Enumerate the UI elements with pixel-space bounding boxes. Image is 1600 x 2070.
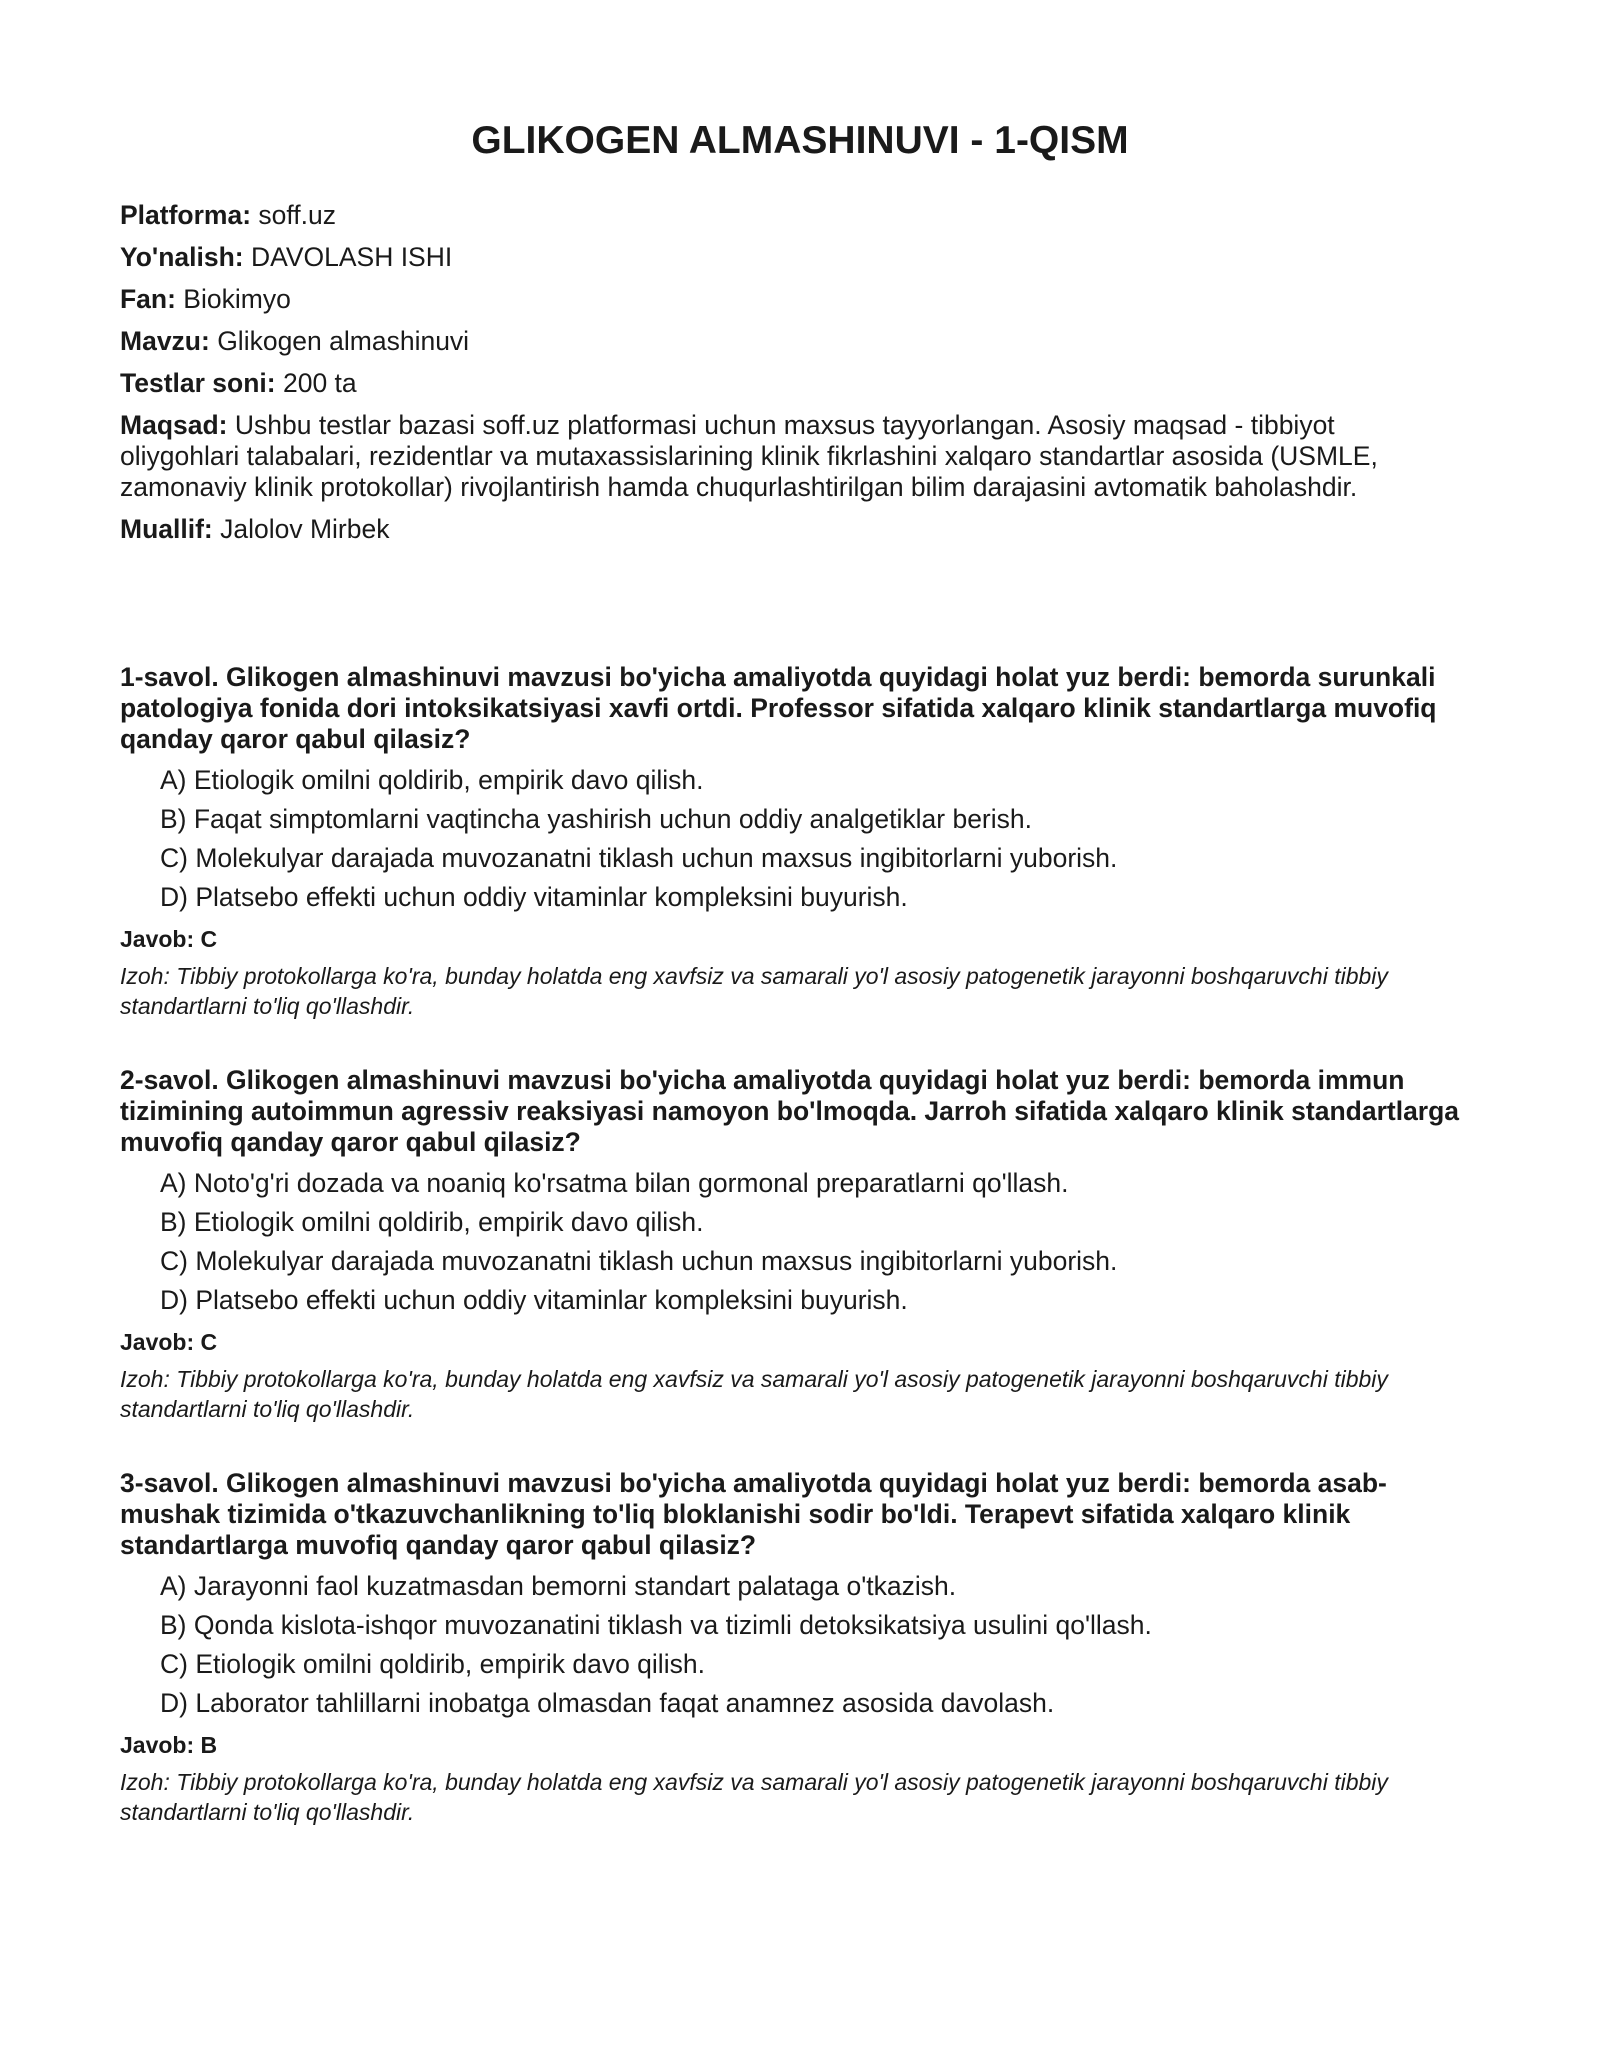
meta-value: 200 ta [275,368,357,398]
option-c: C) Molekulyar darajada muvozanatni tiklash uchun maxsus ingibitorlarni yuborish. [160,843,1118,873]
option-d: D) Platsebo effekti uchun oddiy vitaminlar kompleksini buyurish. [160,882,908,912]
option-a: A) Noto'g'ri dozada va noaniq ko'rsatma bilan gormonal preparatlarni qo'llash. [160,1168,1069,1198]
meta-label: Yo'nalish: [120,242,244,272]
meta-label: Platforma: [120,200,252,230]
question-text: 1-savol. Glikogen almashinuvi mavzusi bo'yicha amaliyotda quyidagi holat yuz berdi: bemorda surunkali patologiya fonida dori intoksikatsiyasi xavfi ortdi. Professor sifatida xalqaro klinik standartlarga muvofiq qanday qaror qabul qilasiz? [120,662,1437,754]
answer-line: Javob: C [120,926,218,952]
meta-purpose [120,410,1460,503]
meta-subject [120,284,1460,315]
meta-topic [120,326,1460,357]
option-a: A) Jarayonni faol kuzatmasdan bemorni standart palataga o'tkazish. [160,1571,957,1601]
explanation-note: Izoh: Tibbiy protokollarga ko'ra, bunday holatda eng xavfsiz va samarali yo'l asosiy patogenetik jarayonni boshqaruvchi tibbiy standartlarni to'liq qo'llashdir. [120,1769,1388,1825]
question-block-3 [120,1468,1480,1827]
option-d: D) Laborator tahlillarni inobatga olmasdan faqat anamnez asosida davolash. [160,1688,1055,1718]
meta-value: Jalolov Mirbek [212,514,390,544]
option-d: D) Platsebo effekti uchun oddiy vitaminlar kompleksini buyurish. [160,1285,908,1315]
option-a: A) Etiologik omilni qoldirib, empirik davo qilish. [160,765,704,795]
option-b: B) Faqat simptomlarni vaqtincha yashirish uchun oddiy analgetiklar berish. [160,804,1032,834]
question-block-2 [120,1065,1480,1424]
document-metadata [120,200,1460,556]
meta-author [120,514,1460,545]
meta-label: Mavzu: [120,326,210,356]
meta-label: Maqsad: [120,410,228,440]
meta-label: Fan: [120,284,176,314]
meta-value: Glikogen almashinuvi [209,326,470,356]
option-b: B) Etiologik omilni qoldirib, empirik davo qilish. [160,1207,704,1237]
document-title: GLIKOGEN ALMASHINUVI - 1-QISM [471,119,1129,162]
option-list [120,1571,1480,1719]
answer-line: Javob: B [120,1732,218,1758]
explanation-note: Izoh: Tibbiy protokollarga ko'ra, bunday holatda eng xavfsiz va samarali yo'l asosiy patogenetik jarayonni boshqaruvchi tibbiy standartlarni to'liq qo'llashdir. [120,1366,1388,1422]
meta-direction [120,242,1460,273]
option-b: B) Qonda kislota-ishqor muvozanatini tiklash va tizimli detoksikatsiya usulini qo'llash. [160,1610,1152,1640]
question-text: 2-savol. Glikogen almashinuvi mavzusi bo'yicha amaliyotda quyidagi holat yuz berdi: bemorda immun tizimining autoimmun agressiv reaksiyasi namoyon bo'lmoqda. Jarroh sifatida xalqaro klinik standartlarga muvofiq qanday qaror qabul qilasiz? [120,1065,1460,1157]
option-c: C) Molekulyar darajada muvozanatni tiklash uchun maxsus ingibitorlarni yuborish. [160,1246,1118,1276]
option-list [120,765,1480,913]
meta-label: Testlar soni: [120,368,276,398]
meta-label: Muallif: [120,514,213,544]
meta-value: soff.uz [251,200,337,230]
meta-value: DAVOLASH ISHI [243,242,453,272]
option-c: C) Etiologik omilni qoldirib, empirik davo qilish. [160,1649,705,1679]
meta-value: Ushbu testlar bazasi soff.uz platformasi uchun maxsus tayyorlangan. Asosiy maqsad - tibbiyot oliygohlari talabalari, rezidentlar va mutaxassislarining klinik fikrlashini xalqaro standartlar asosida (USMLE, zamonaviy klinik protokollar) rivojlantirish hamda chuqurlashtirilgan bilim darajasini avtomatik baholashdir. [120,410,1378,502]
option-list [120,1168,1480,1316]
meta-test-count [120,368,1460,399]
answer-line: Javob: C [120,1329,218,1355]
meta-platform [120,200,1460,231]
explanation-note: Izoh: Tibbiy protokollarga ko'ra, bunday holatda eng xavfsiz va samarali yo'l asosiy patogenetik jarayonni boshqaruvchi tibbiy standartlarni to'liq qo'llashdir. [120,963,1388,1019]
question-block-1 [120,662,1480,1021]
meta-value: Biokimyo [175,284,291,314]
question-text: 3-savol. Glikogen almashinuvi mavzusi bo'yicha amaliyotda quyidagi holat yuz berdi: bemorda asab-mushak tizimida o'tkazuvchanlikning to'liq bloklanishi sodir bo'ldi. Terapevt sifatida xalqaro klinik standartlarga muvofiq qanday qaror qabul qilasiz? [120,1468,1387,1560]
